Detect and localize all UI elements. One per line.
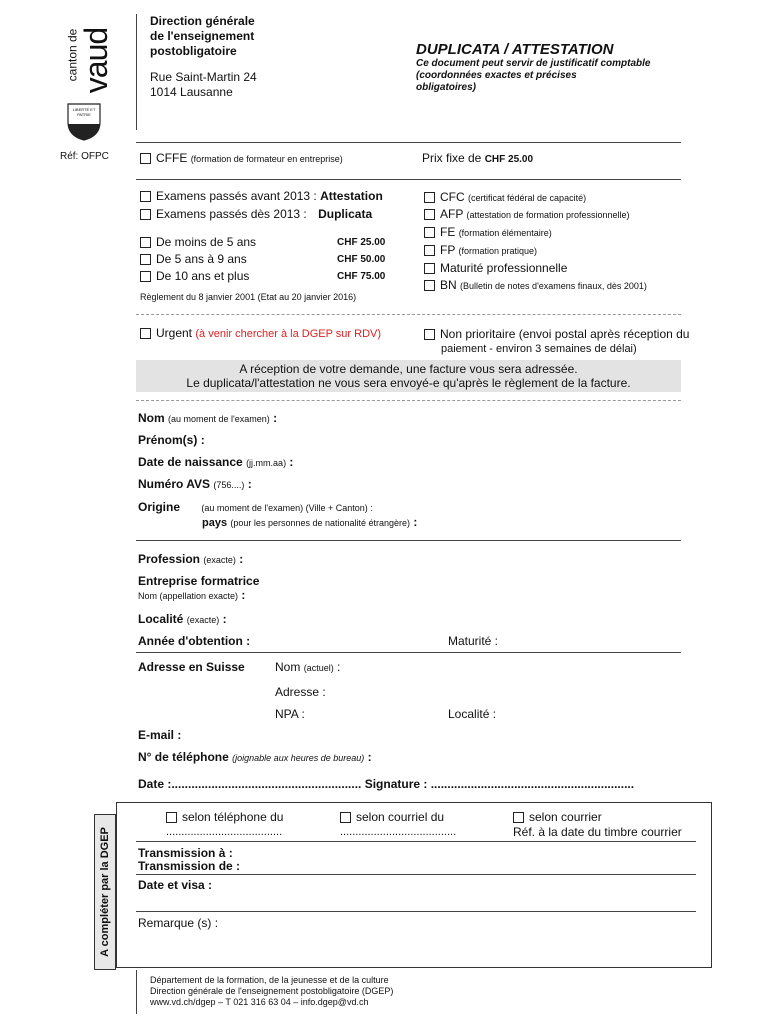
- field-label: Origine: [138, 500, 181, 514]
- divider: [136, 540, 681, 541]
- footer-line: Département de la formation, de la jeunesse et de la culture: [150, 975, 389, 985]
- logo-vaud: vaud: [78, 27, 115, 94]
- divider: [136, 874, 696, 875]
- field-label: Prénom(s): [138, 433, 198, 447]
- divider: [136, 841, 696, 842]
- age-label: De 5 ans à 9 ans: [156, 252, 247, 266]
- field-note: Nom (appellation exacte): [138, 591, 239, 601]
- dgep-option-courrier[interactable]: [513, 810, 682, 840]
- cffe-option[interactable]: [140, 151, 343, 165]
- notice-banner: [136, 360, 681, 392]
- non-prioritaire-line: Non prioritaire (envoi postal après réception du: [440, 327, 690, 341]
- divider: [136, 142, 681, 143]
- logo-seal-text: LIBERTÉ ET PATRIE: [72, 107, 96, 117]
- cffe-note: (formation de formateur en entreprise): [190, 154, 343, 164]
- cert-checkbox[interactable]: [424, 227, 435, 238]
- transmission-a[interactable]: Transmission à :: [138, 846, 233, 860]
- cert-checkbox[interactable]: [424, 192, 435, 203]
- age-option[interactable]: [140, 235, 256, 249]
- cert-checkbox[interactable]: [424, 280, 435, 291]
- field-adresse[interactable]: Adresse :: [275, 685, 326, 699]
- field-note: (pour les personnes de nationalité étrangère): [230, 518, 411, 528]
- transmission-de[interactable]: Transmission de :: [138, 859, 241, 873]
- field-label: Numéro AVS: [138, 477, 211, 491]
- logo-canton-de: canton de: [65, 28, 80, 82]
- field-colon: :: [200, 433, 205, 447]
- cffe-checkbox[interactable]: [140, 153, 151, 164]
- subtitle-line: (coordonnées exactes et précises: [416, 70, 577, 81]
- cert-note: (formation pratique): [458, 246, 538, 256]
- field-note: (jj.mm.aa): [246, 458, 287, 468]
- field-note: (actuel): [303, 663, 334, 673]
- vaud-logo: [60, 12, 115, 132]
- cffe-label: CFFE: [156, 151, 188, 165]
- dgep-checkbox[interactable]: [166, 812, 177, 823]
- exam-before-2013[interactable]: [140, 189, 383, 203]
- field-label: N° de téléphone: [138, 750, 229, 764]
- field-colon: :: [289, 455, 294, 469]
- age-label: De moins de 5 ans: [156, 235, 257, 249]
- age-label: De 10 ans et plus: [156, 269, 250, 283]
- cert-code: BN: [440, 278, 457, 292]
- age-checkbox[interactable]: [140, 237, 151, 248]
- date-signature-line[interactable]: Date :......................................................... Signature : .............................................................: [138, 777, 635, 791]
- exam-since-2013[interactable]: [140, 207, 372, 221]
- exam-since-checkbox[interactable]: [140, 209, 151, 220]
- footer-line: Direction générale de l'enseignement postobligatoire (DGEP): [150, 986, 394, 996]
- urgent-label: Urgent: [156, 326, 193, 340]
- field-note: (joignable aux heures de bureau): [232, 753, 365, 763]
- remarque[interactable]: Remarque (s) :: [138, 916, 219, 930]
- age-price: CHF 25.00: [337, 237, 386, 248]
- cert-note: (formation élémentaire): [458, 228, 552, 238]
- dgep-checkbox[interactable]: [513, 812, 524, 823]
- address-line: 1014 Lausanne: [150, 85, 233, 99]
- price-prefix: Prix fixe de: [422, 151, 482, 165]
- field-colon: :: [413, 515, 418, 529]
- field-entreprise[interactable]: [138, 574, 259, 603]
- field-telephone[interactable]: [138, 750, 372, 764]
- field-prenom[interactable]: [138, 433, 205, 447]
- age-checkbox[interactable]: [140, 254, 151, 265]
- cert-option[interactable]: [424, 207, 630, 221]
- field-localite[interactable]: [138, 612, 227, 626]
- cert-option[interactable]: [424, 261, 567, 275]
- dgep-option-sub: ......................................: [340, 826, 457, 838]
- exam-type: Duplicata: [318, 207, 373, 221]
- subtitle-line: Ce document peut servir de justificatif comptable: [416, 58, 651, 69]
- dgep-option-telephone[interactable]: [166, 810, 283, 840]
- age-price: CHF 50.00: [337, 254, 386, 265]
- dgep-option-sub: ......................................: [166, 826, 283, 838]
- divider: [136, 179, 681, 180]
- field-label: Localité: [138, 612, 184, 626]
- address-line: Rue Saint-Martin 24: [150, 70, 257, 84]
- non-prioritaire-checkbox[interactable]: [424, 329, 435, 340]
- field-naissance[interactable]: [138, 455, 293, 469]
- field-nom-actuel[interactable]: [275, 660, 340, 674]
- cert-note: (attestation de formation professionnelle): [466, 210, 630, 220]
- field-note: (au moment de l'examen): [168, 414, 270, 424]
- field-label: Entreprise formatrice: [138, 574, 260, 588]
- dgep-option-sub: Réf. à la date du timbre courrier: [513, 825, 682, 839]
- field-pays[interactable]: [202, 515, 417, 529]
- age-option[interactable]: [140, 269, 249, 283]
- exam-before-checkbox[interactable]: [140, 191, 151, 202]
- cert-checkbox[interactable]: [424, 263, 435, 274]
- dept-line: postobligatoire: [150, 44, 237, 58]
- date-visa[interactable]: Date et visa :: [138, 878, 213, 892]
- footer-line: www.vd.ch/dgep – T 021 316 63 04 – info.dgep@vd.ch: [150, 997, 369, 1007]
- dgep-vertical-label: A compléter par la DGEP: [99, 827, 111, 957]
- dept-line: de l'enseignement: [150, 29, 255, 43]
- field-label: Profession: [138, 552, 201, 566]
- cert-checkbox[interactable]: [424, 245, 435, 256]
- field-label: Date de naissance: [138, 455, 243, 469]
- field-maturite[interactable]: Maturité :: [448, 634, 499, 648]
- field-colon: :: [367, 750, 372, 764]
- field-colon: :: [247, 477, 252, 491]
- price-value: CHF 25.00: [484, 154, 534, 165]
- urgent-note: (à venir chercher à la DGEP sur RDV): [195, 328, 382, 340]
- field-email[interactable]: E-mail :: [138, 728, 182, 742]
- dept-title: [150, 14, 255, 59]
- divider: [136, 400, 681, 401]
- field-label: pays: [202, 517, 228, 529]
- divider: [136, 911, 696, 912]
- cffe-price: [422, 151, 533, 165]
- form-title: DUPLICATA / ATTESTATION: [416, 41, 614, 58]
- field-adresse-suisse: Adresse en Suisse: [138, 660, 245, 674]
- cert-note: (certificat fédéral de capacité): [468, 193, 587, 203]
- urgent-checkbox[interactable]: [140, 328, 151, 339]
- cert-code: FP: [440, 243, 456, 257]
- cert-code: FE: [440, 225, 456, 239]
- cert-option[interactable]: [424, 243, 537, 257]
- exam-label: Examens passés dès 2013 :: [156, 207, 307, 221]
- subtitle-line: obligatoires): [416, 82, 477, 93]
- cert-option[interactable]: [424, 190, 586, 204]
- header-divider: [136, 14, 137, 130]
- cert-option[interactable]: [424, 225, 552, 239]
- dgep-option-label: selon courriel du: [356, 810, 445, 824]
- notice-line: Le duplicata/l'attestation ne vous sera envoyé-e qu'après le règlement de la facture.: [186, 376, 631, 390]
- field-annee[interactable]: Année d'obtention :: [138, 634, 251, 648]
- cert-code: Maturité professionnelle: [440, 261, 568, 275]
- age-price: CHF 75.00: [337, 271, 386, 282]
- field-note: (756....): [213, 480, 245, 490]
- dgep-option-label: selon téléphone du: [182, 810, 284, 824]
- non-prioritaire-option[interactable]: [424, 327, 689, 356]
- cert-checkbox[interactable]: [424, 209, 435, 220]
- footer-divider: [136, 970, 137, 1014]
- field-nom[interactable]: [138, 411, 277, 425]
- field-note: (au moment de l'examen) (Ville + Canton) :: [201, 503, 373, 513]
- field-label: Nom: [138, 411, 165, 425]
- footer: [150, 975, 393, 1008]
- reglement: Règlement du 8 janvier 2001 (Etat au 20 janvier 2016): [140, 292, 357, 302]
- field-localite-2[interactable]: Localité :: [448, 707, 497, 721]
- exam-type: Attestation: [320, 189, 383, 203]
- dept-line: Direction générale: [150, 14, 255, 28]
- field-note: (exacte): [186, 615, 220, 625]
- field-profession[interactable]: [138, 552, 243, 566]
- age-option[interactable]: [140, 252, 247, 266]
- field-colon: :: [273, 411, 278, 425]
- notice-line: A réception de votre demande, une facture vous sera adressée.: [239, 362, 578, 376]
- field-npa[interactable]: NPA :: [275, 707, 305, 721]
- cert-note: (Bulletin de notes d'examens finaux, dès 2001): [460, 281, 647, 291]
- field-avs[interactable]: [138, 477, 252, 491]
- dept-address: [150, 70, 257, 100]
- cert-option[interactable]: [424, 278, 647, 292]
- field-note: (exacte): [203, 555, 236, 565]
- non-prioritaire-line: paiement - environ 3 semaines de délai): [441, 343, 637, 355]
- field-colon: :: [337, 660, 341, 674]
- dgep-checkbox[interactable]: [340, 812, 351, 823]
- field-label: Nom: [275, 660, 301, 674]
- reference: Réf: OFPC: [60, 151, 109, 162]
- age-checkbox[interactable]: [140, 271, 151, 282]
- field-origine[interactable]: [138, 500, 373, 514]
- dgep-option-courriel[interactable]: [340, 810, 456, 840]
- field-colon: :: [239, 552, 244, 566]
- urgent-option[interactable]: [140, 326, 381, 340]
- divider: [136, 314, 681, 315]
- form-subtitle: [416, 58, 651, 94]
- field-colon: :: [222, 612, 227, 626]
- exam-label: Examens passés avant 2013 :: [156, 189, 317, 203]
- divider: [136, 652, 681, 653]
- cert-code: CFC: [440, 190, 465, 204]
- cert-code: AFP: [440, 207, 464, 221]
- dgep-option-label: selon courrier: [529, 810, 602, 824]
- field-colon: :: [241, 588, 246, 602]
